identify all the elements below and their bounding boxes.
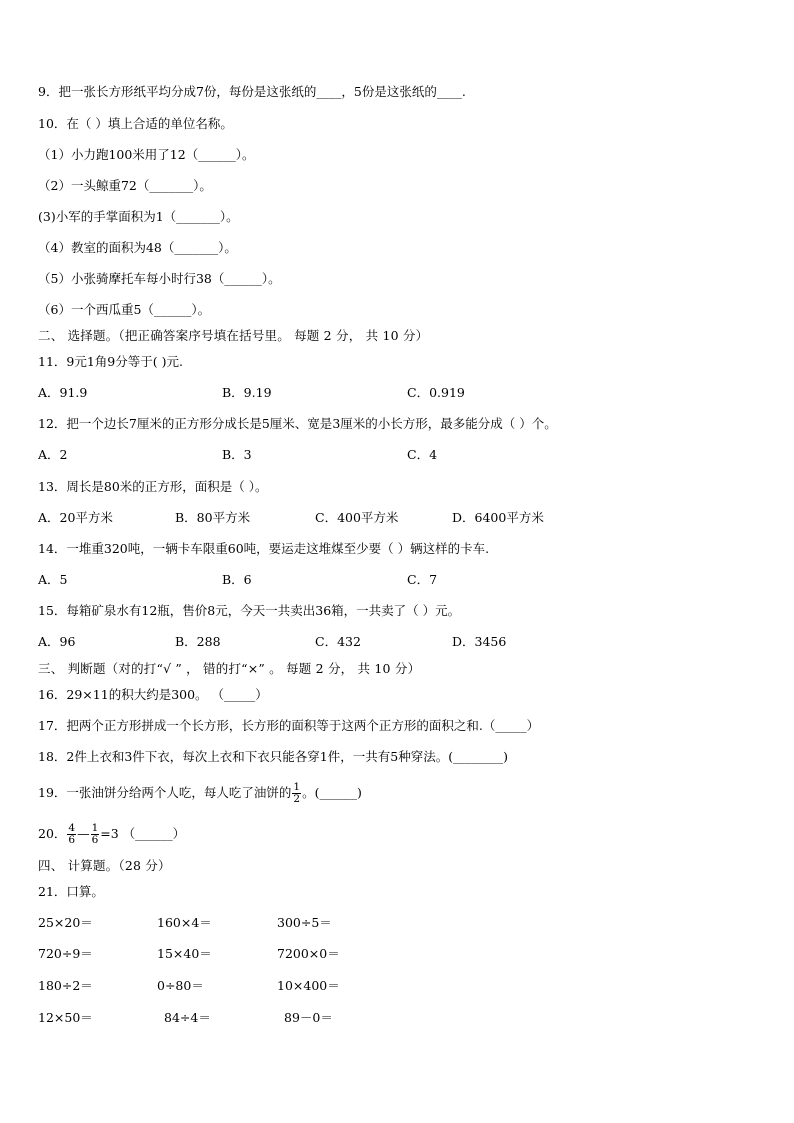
question-14-option-b: B．6: [222, 572, 252, 587]
question-20-label: 20．: [38, 826, 67, 841]
question-16: 16．29×11的积大约是300。 （_____）: [38, 687, 268, 702]
fraction-numerator: 1: [293, 781, 301, 793]
question-14-stem: 14．一堆重320吨，一辆卡车限重60吨，要运走这堆煤至少要（ ）辆这样的卡车.: [38, 541, 490, 556]
fraction-one-half: [292, 782, 301, 805]
question-19: [38, 780, 362, 806]
question-18: 18．2件上衣和3件下衣，每次上衣和下衣只能各穿1件，一共有5种穿法。(________): [38, 749, 508, 764]
question-10-item-2: （2）一头鲸重72（_______）。: [38, 178, 212, 193]
calc-item: 10×400＝: [277, 978, 340, 993]
question-21-stem: 21．口算。: [38, 884, 104, 899]
question-15-option-c: C．432: [315, 634, 361, 649]
question-10-item-6: （6）一个西瓜重5（______）。: [38, 302, 211, 317]
question-12-option-a: A．2: [38, 447, 68, 462]
question-15-stem: 15．每箱矿泉水有12瓶，售价8元，今天一共卖出36箱，一共卖了（ ）元。: [38, 603, 461, 618]
calc-item: 300÷5＝: [277, 915, 332, 930]
question-20-answer-blank: =3 （______）: [100, 826, 186, 841]
question-14-option-a: A．5: [38, 572, 68, 587]
question-19-answer-blank: 。(______): [302, 785, 362, 800]
question-12-stem: 12．把一个边长7厘米的正方形分成长是5厘米、宽是3厘米的小长方形，最多能分成（ ）个。: [38, 416, 557, 431]
question-12-option-b: B．3: [222, 447, 252, 462]
question-11-option-a: A．91.9: [38, 385, 88, 400]
question-13-option-a: A．20平方米: [38, 510, 113, 525]
question-10-item-5: （5）小张骑摩托车每小时行38（______）。: [38, 271, 281, 286]
question-14-option-c: C．7: [407, 572, 438, 587]
question-19-text: 19．一张油饼分给两个人吃，每人吃了油饼的: [38, 785, 292, 800]
calc-item: 15×40＝: [157, 946, 212, 961]
section-4-heading: 四、 计算题。（28 分）: [38, 858, 171, 873]
section-3-heading: 三、 判断题（对的打“√ ” ， 错的打“×” 。 每题 2 分， 共 10 分）: [38, 661, 421, 676]
question-10-item-1: （1）小力跑100米用了12（______）。: [38, 147, 255, 162]
fraction-numerator: 1: [91, 822, 99, 834]
question-12-option-c: C．4: [407, 447, 438, 462]
calc-item: 0÷80＝: [157, 978, 204, 993]
question-11-option-b: B．9.19: [222, 385, 272, 400]
calc-item: 180÷2＝: [38, 978, 93, 993]
question-15-option-d: D．3456: [452, 634, 507, 649]
section-2-heading: 二、 选择题。（把正确答案序号填在括号里。 每题 2 分， 共 10 分）: [38, 328, 429, 343]
calc-item: 160×4＝: [157, 915, 212, 930]
minus-sign: —: [77, 826, 90, 841]
question-10-stem: 10．在（ ）填上合适的单位名称。: [38, 116, 233, 131]
fraction-four-sixths: [67, 823, 76, 846]
question-13-option-d: D．6400平方米: [452, 510, 544, 525]
calc-item: 12×50＝: [38, 1010, 93, 1025]
fraction-denominator: 6: [91, 834, 99, 846]
question-20: [38, 821, 185, 847]
fraction-numerator: 4: [68, 822, 76, 834]
calc-item: 7200×0＝: [277, 946, 340, 961]
question-10-item-4: （4）教室的面积为48（_______）。: [38, 240, 237, 255]
question-11-option-c: C．0.919: [407, 385, 465, 400]
question-10-item-3: (3)小军的手掌面积为1（_______）。: [38, 209, 239, 224]
question-13-option-c: C．400平方米: [315, 510, 399, 525]
calc-item: 89－0＝: [284, 1010, 333, 1025]
calc-item: 84÷4＝: [164, 1010, 211, 1025]
question-11-stem: 11．9元1角9分等于( )元.: [38, 354, 183, 369]
question-15-option-b: B．288: [175, 634, 221, 649]
fraction-one-sixth: [91, 823, 100, 846]
fraction-denominator: 6: [68, 834, 76, 846]
question-15-option-a: A．96: [38, 634, 76, 649]
question-13-option-b: B．80平方米: [175, 510, 251, 525]
calc-item: 25×20＝: [38, 915, 93, 930]
question-9: 9．把一张长方形纸平均分成7份，每份是这张纸的____，5份是这张纸的____.: [38, 84, 466, 99]
question-17: 17．把两个正方形拼成一个长方形，长方形的面积等于这两个正方形的面积之和.（_____）: [38, 718, 540, 733]
question-13-stem: 13．周长是80米的正方形，面积是（ ）。: [38, 479, 268, 494]
fraction-denominator: 2: [293, 793, 301, 805]
calc-item: 720÷9＝: [38, 946, 93, 961]
